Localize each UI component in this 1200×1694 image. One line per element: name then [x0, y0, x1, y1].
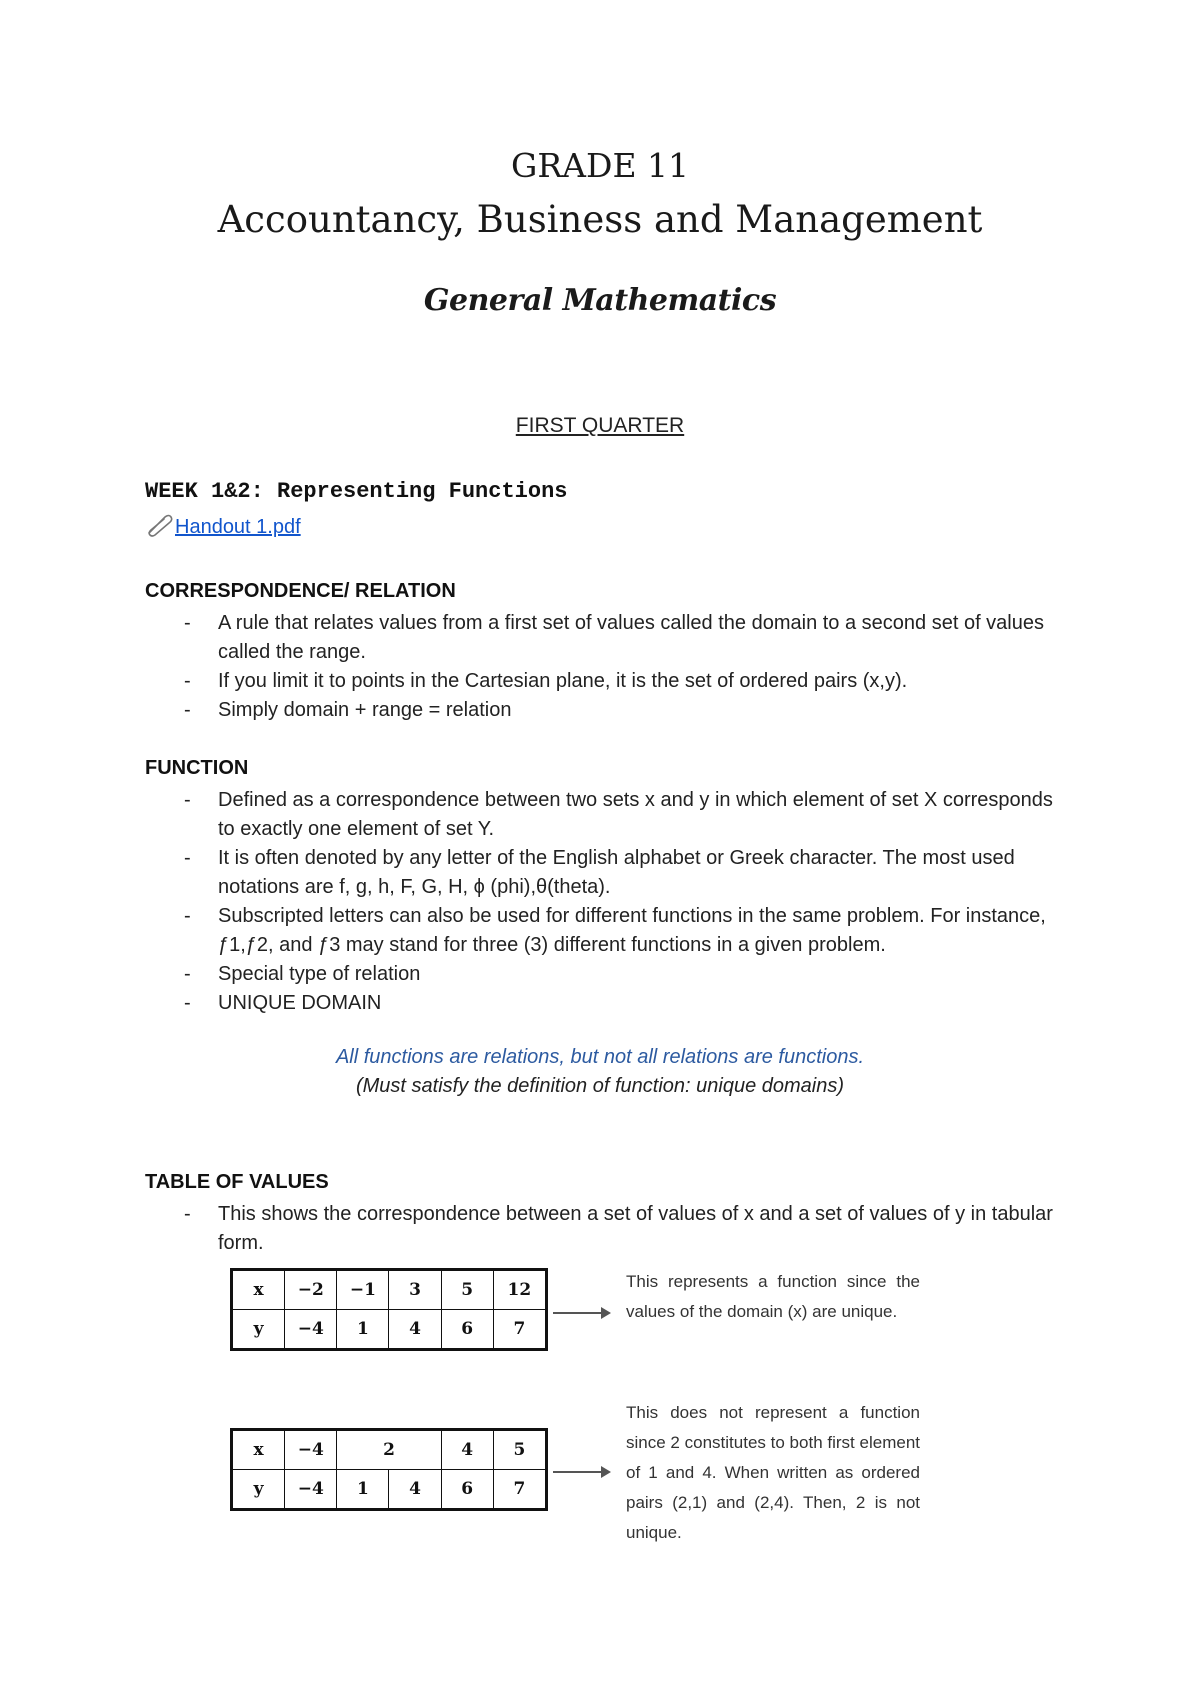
- table-cell: 6: [441, 1470, 493, 1510]
- arrow-icon: [553, 1471, 609, 1473]
- table-cell: 12: [493, 1270, 546, 1310]
- paperclip-icon: [145, 513, 173, 537]
- relation-function-note: All functions are relations, but not all relations are functions.: [335, 1046, 865, 1068]
- function-bullet: - Subscripted letters can also be used for different functions in the same problem. For instance, ƒ1,ƒ2, and ƒ3 may stand for three (3) different functions in a given problem.: [184, 905, 1046, 956]
- table-cell: 6: [441, 1310, 493, 1350]
- table-cell: 2: [337, 1430, 441, 1470]
- values-table-nonfunction: [230, 1428, 548, 1511]
- table-cell: 5: [441, 1270, 493, 1310]
- arrow-icon: [553, 1312, 609, 1314]
- relation-bullet: - Simply domain + range = relation: [184, 699, 512, 721]
- table-cell: 1: [337, 1310, 389, 1350]
- function-bullet: - Special type of relation: [184, 963, 421, 985]
- values-table-function: [230, 1268, 548, 1351]
- table-cell: 3: [389, 1270, 441, 1310]
- table-cell: 1: [337, 1470, 389, 1510]
- strand-title: Accountancy, Business and Management: [217, 198, 983, 241]
- relation-heading: CORRESPONDENCE/ RELATION: [145, 580, 456, 602]
- table-cell-label: x: [232, 1430, 285, 1470]
- table-cell-label: y: [232, 1470, 285, 1510]
- table-cell-label: x: [232, 1270, 285, 1310]
- table1-explanation: This represents a function since the values of the domain (x) are unique.: [626, 1272, 920, 1321]
- relation-bullet: - If you limit it to points in the Cartesian plane, it is the set of ordered pairs (x,y).: [184, 670, 908, 692]
- handout-link[interactable]: Handout 1.pdf: [175, 516, 301, 538]
- table-of-values-bullet: - This shows the correspondence between a set of values of x and a set of values of y in tabular form.: [184, 1203, 1053, 1254]
- table-row-x: [232, 1430, 547, 1470]
- table-row-y: [232, 1470, 547, 1510]
- function-bullet: - It is often denoted by any letter of the English alphabet or Greek character. The most used notations are f, g, h, F, G, H, ϕ (phi),θ(theta).: [184, 847, 1015, 898]
- table-cell: 7: [493, 1470, 546, 1510]
- table-of-values-heading: TABLE OF VALUES: [145, 1171, 329, 1193]
- function-bullet: - UNIQUE DOMAIN: [184, 992, 382, 1014]
- table2-explanation: This does not represent a function since 2 constitutes to both first element of 1 and 4. When written as ordered pairs (2,1) and (2,4). Then, 2 is not unique.: [626, 1403, 920, 1542]
- subject-title: General Mathematics: [423, 283, 777, 318]
- relation-bullet: - A rule that relates values from a first set of values called the domain to a second set of values called the range.: [184, 612, 1044, 663]
- table-cell: −2: [285, 1270, 337, 1310]
- table-cell-label: y: [232, 1310, 285, 1350]
- table-row-y: [232, 1310, 547, 1350]
- table-cell: −1: [337, 1270, 389, 1310]
- quarter-heading: FIRST QUARTER: [515, 414, 685, 437]
- grade-title: GRADE 11: [510, 146, 690, 185]
- function-bullet: - Defined as a correspondence between two sets x and y in which element of set X corresponds to exactly one element of set Y.: [184, 789, 1053, 840]
- note-parenthetical: (Must satisfy the definition of function: unique domains): [355, 1075, 845, 1097]
- table-cell: −4: [285, 1470, 337, 1510]
- table-row-x: [232, 1270, 547, 1310]
- week-heading: WEEK 1&2: Representing Functions: [145, 479, 568, 504]
- handout-attachment[interactable]: [145, 513, 301, 539]
- table-cell: 5: [493, 1430, 546, 1470]
- table-cell: 4: [389, 1310, 441, 1350]
- table-cell: 4: [389, 1470, 441, 1510]
- table-cell: 7: [493, 1310, 546, 1350]
- table-cell: −4: [285, 1430, 337, 1470]
- table-cell: −4: [285, 1310, 337, 1350]
- table-cell: 4: [441, 1430, 493, 1470]
- function-heading: FUNCTION: [145, 757, 249, 779]
